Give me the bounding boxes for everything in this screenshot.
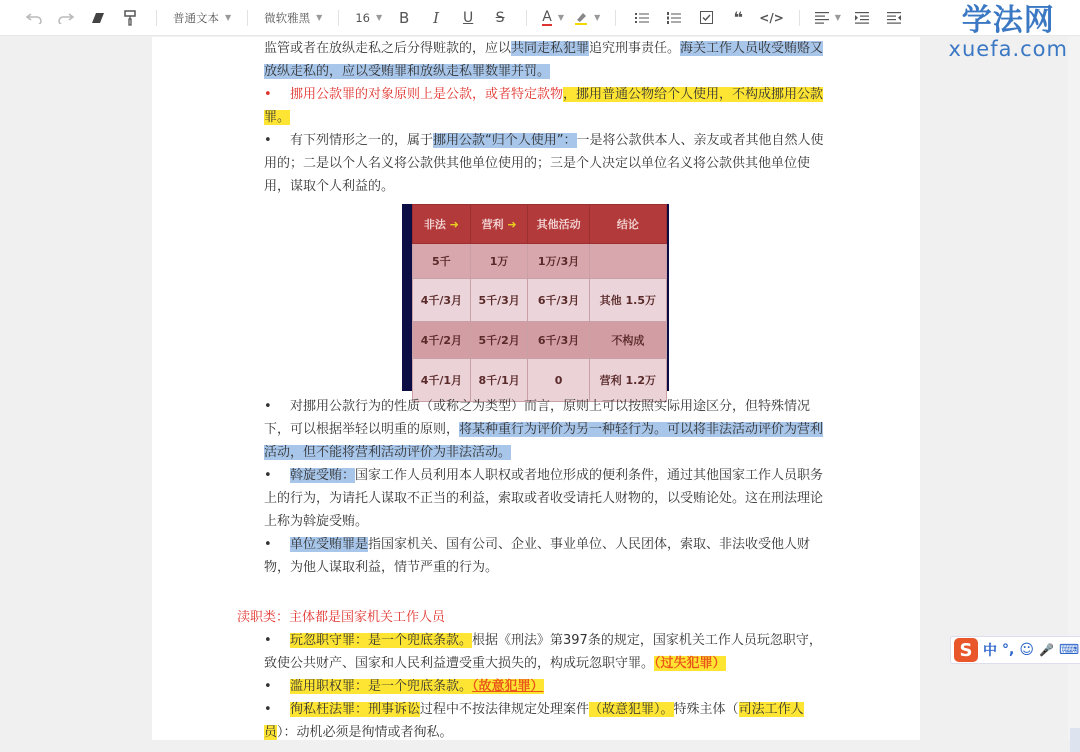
selected-text: 挪用公款“归个人使用”：: [433, 133, 577, 148]
quote-icon: ❝: [733, 8, 743, 27]
highlighter-icon: [574, 11, 588, 25]
list-item: [264, 129, 834, 198]
font-family-value: 微软雅黑: [264, 10, 311, 25]
list-item: [264, 395, 834, 464]
format-painter-button[interactable]: [119, 6, 141, 30]
table-header: 结论: [589, 205, 666, 244]
blockquote-button[interactable]: [727, 6, 749, 30]
undo-icon: [26, 12, 42, 24]
table-row: [413, 279, 667, 322]
checkbox-icon: [700, 11, 713, 24]
text: 一是将公款供本人、亲友或者其他自然人使用的；二是以个人名义将公款供其他单位使用的；三是个人决定以单位名义将公款供其他单位使用，谋取个人利益的。: [264, 133, 824, 194]
document-page[interactable]: [152, 37, 920, 740]
redo-button[interactable]: [55, 6, 77, 30]
redo-icon: [58, 12, 74, 24]
text: 监管或者在放纵走私之后分得赃款的，应以: [264, 41, 512, 56]
list-item: [264, 675, 834, 698]
code-block-button[interactable]: [759, 6, 784, 30]
table-cell: 4千/2月: [413, 322, 471, 359]
underline-icon: U: [462, 9, 474, 26]
text: 特殊主体（: [673, 702, 739, 717]
list-item: [264, 464, 834, 533]
spacer: [264, 579, 834, 606]
embedded-image-table[interactable]: [402, 204, 669, 391]
table-cell: 5千/3月: [470, 279, 528, 322]
numbered-list-icon: [667, 12, 681, 24]
font-color-icon: A: [542, 8, 552, 25]
highlight-color-button[interactable]: [574, 6, 600, 30]
chevron-down-icon: ▼: [316, 13, 323, 22]
table-cell: 5千/2月: [470, 322, 528, 359]
toolbar-divider: [338, 10, 339, 26]
language-toggle[interactable]: 中: [983, 643, 997, 659]
highlighted-text: （过失犯罪）: [654, 656, 726, 671]
highlighted-text: （故意犯罪）。: [589, 702, 674, 717]
bullet: •: [264, 702, 272, 717]
scrollbar-thumb[interactable]: [1070, 728, 1080, 752]
align-button[interactable]: [815, 6, 841, 30]
highlighted-text: 滥用职权罪：是一个兜底条款。: [290, 679, 473, 694]
numbered-list-button[interactable]: [663, 6, 685, 30]
text: 对挪用公款行为的性质（或称之为类型）而言，原则上可以按照实际用途区分，但特殊情况下，可以根据举轻以明重的原则，: [264, 399, 811, 437]
highlighted-text: 司法工作人员: [264, 702, 804, 740]
toolbar-divider: [799, 10, 800, 26]
bullet: •: [264, 633, 272, 648]
chevron-down-icon: ▼: [834, 13, 841, 22]
text: ）：动机必须是徇情或者徇私。: [277, 725, 453, 740]
indent-icon: [855, 12, 869, 24]
clear-format-button[interactable]: [87, 6, 109, 30]
toolbar-divider: [526, 10, 527, 26]
arrow-right-icon: ➜: [449, 217, 459, 231]
align-left-icon: [815, 12, 829, 24]
italic-icon: I: [433, 8, 440, 27]
ime-toolbar[interactable]: [950, 636, 1080, 664]
undo-button[interactable]: [23, 6, 45, 30]
keyboard-icon[interactable]: ⌨: [1058, 642, 1080, 658]
table-cell: 其他 1.5万: [589, 279, 666, 322]
comparison-table: [412, 204, 667, 402]
table-cell: 营利 1.2万: [589, 359, 666, 402]
underline-button[interactable]: [457, 6, 479, 30]
bullet: •: [264, 133, 272, 148]
table-cell: 6千/3月: [528, 322, 589, 359]
arrow-right-icon: ➜: [507, 217, 517, 231]
highlighted-text: 玩忽职守罪：是一个兜底条款。: [290, 633, 473, 648]
bullet-list-icon: [635, 12, 649, 24]
font-size-value: 16: [355, 10, 370, 25]
list-item: [264, 629, 834, 675]
toolbar-divider: [615, 10, 616, 26]
paragraph: [264, 37, 834, 83]
editor-toolbar: [0, 0, 1080, 36]
highlighted-text: ，挪用普通公物给个人使用，不构成挪用公款罪。: [264, 87, 824, 125]
font-family-select[interactable]: [264, 10, 322, 26]
vertical-scrollbar[interactable]: [1068, 36, 1080, 740]
bullet: •: [264, 87, 272, 102]
selected-text: 海关工作人员收受贿赂又放纵走私的，应以受贿罪和放纵走私罪数罪并罚。: [264, 41, 824, 79]
paragraph-style-value: 普通文本: [173, 10, 219, 25]
section-heading: 渎职类：主体都是国家机关工作人员: [237, 610, 446, 625]
chevron-down-icon: ▼: [375, 13, 383, 22]
font-size-select[interactable]: [355, 11, 382, 25]
code-icon: </>: [759, 10, 784, 25]
bullet: •: [264, 537, 272, 552]
text: 指国家机关、国有公司、企业、事业单位、人民团体，索取、非法收受他人财物，为他人谋取利益，情节严重的行为。: [264, 537, 811, 575]
table-cell: 0: [528, 359, 589, 402]
text: 根据《刑法》第397条的规定，国家机关工作人员玩忽职守，致使公共财产、国家和人民利益遭受重大损失的，构成玩忽职守罪。: [264, 633, 822, 671]
list-item: [264, 698, 834, 744]
chevron-down-icon: ▼: [557, 13, 564, 22]
watermark-logo: [949, 4, 1068, 60]
table-cell: 6千/3月: [528, 279, 589, 322]
italic-button[interactable]: [425, 6, 447, 30]
selected-text: 共同走私犯罪: [511, 41, 590, 56]
list-item: [264, 83, 834, 129]
toolbar-divider: [247, 10, 248, 26]
toolbar-divider: [156, 10, 157, 26]
table-cell: [589, 244, 666, 279]
emoji-icon[interactable]: ☺: [1019, 642, 1034, 658]
chevron-down-icon: ▼: [594, 13, 601, 22]
indent-button[interactable]: [851, 6, 873, 30]
table-cell: 1万/3月: [528, 244, 589, 279]
table-cell: 4千/1月: [413, 359, 471, 402]
bullet: •: [264, 679, 272, 694]
paint-roller-icon: [124, 10, 136, 26]
bullet-list-button[interactable]: [631, 6, 653, 30]
bullet: •: [264, 399, 272, 414]
table-cell: 8千/1月: [470, 359, 528, 402]
bullet: •: [264, 468, 272, 483]
text: 国家工作人员利用本人职权或者地位形成的便利条件，通过其他国家工作人员职务上的行为，为请托人谋取不正当的利益，索取或者收受请托人财物的，以受贿论处。这在刑法理论上称为斡旋受贿。: [264, 468, 824, 529]
logo-cn: 学法网: [961, 3, 1055, 38]
sogou-logo-icon[interactable]: S: [954, 638, 978, 662]
table-header: 非法 ➜: [413, 205, 471, 244]
eraser-icon: [91, 12, 105, 24]
bold-icon: B: [398, 8, 410, 27]
paragraph-style-select[interactable]: [173, 10, 231, 26]
outdent-button[interactable]: [883, 6, 905, 30]
table-header: 其他活动: [528, 205, 589, 244]
selected-text: 将某种重行为评价为另一种轻行为。可以将非法活动评价为营利活动，但不能将营利活动评价为非法活动。: [264, 422, 824, 460]
highlighted-text: （故意犯罪）: [472, 679, 544, 694]
text: 过程中不按法律规定处理案件: [420, 702, 590, 717]
font-color-button[interactable]: [542, 6, 564, 30]
table-cell: 5千: [413, 244, 471, 279]
table-cell: 4千/3月: [413, 279, 471, 322]
microphone-icon[interactable]: 🎤: [1038, 643, 1054, 657]
table-cell: 1万: [470, 244, 528, 279]
checklist-button[interactable]: [695, 6, 717, 30]
list-item: [264, 533, 834, 579]
table-row: [413, 244, 667, 279]
chevron-down-icon: ▼: [225, 13, 232, 22]
punctuation-toggle[interactable]: °,: [1002, 642, 1015, 658]
strikethrough-button[interactable]: [489, 6, 511, 30]
document-content[interactable]: [237, 37, 834, 744]
table-header: 营利 ➜: [470, 205, 528, 244]
text: 有下列情形之一的，属于: [290, 133, 434, 148]
selected-text: 斡旋受贿：: [290, 468, 356, 483]
table-cell: 不构成: [589, 322, 666, 359]
selected-text: 单位受贿罪是: [290, 537, 369, 552]
highlighted-text: 徇私枉法罪：刑事诉讼: [290, 702, 421, 717]
red-text: 挪用公款罪的对象原则上是公款，或者特定款物: [290, 87, 564, 102]
strikethrough-icon: S: [495, 9, 505, 26]
bold-button[interactable]: [393, 6, 415, 30]
outdent-icon: [887, 12, 901, 24]
text: 追究刑事责任。: [589, 41, 681, 56]
logo-en: xuefa.com: [948, 37, 1068, 61]
table-row: [413, 322, 667, 359]
